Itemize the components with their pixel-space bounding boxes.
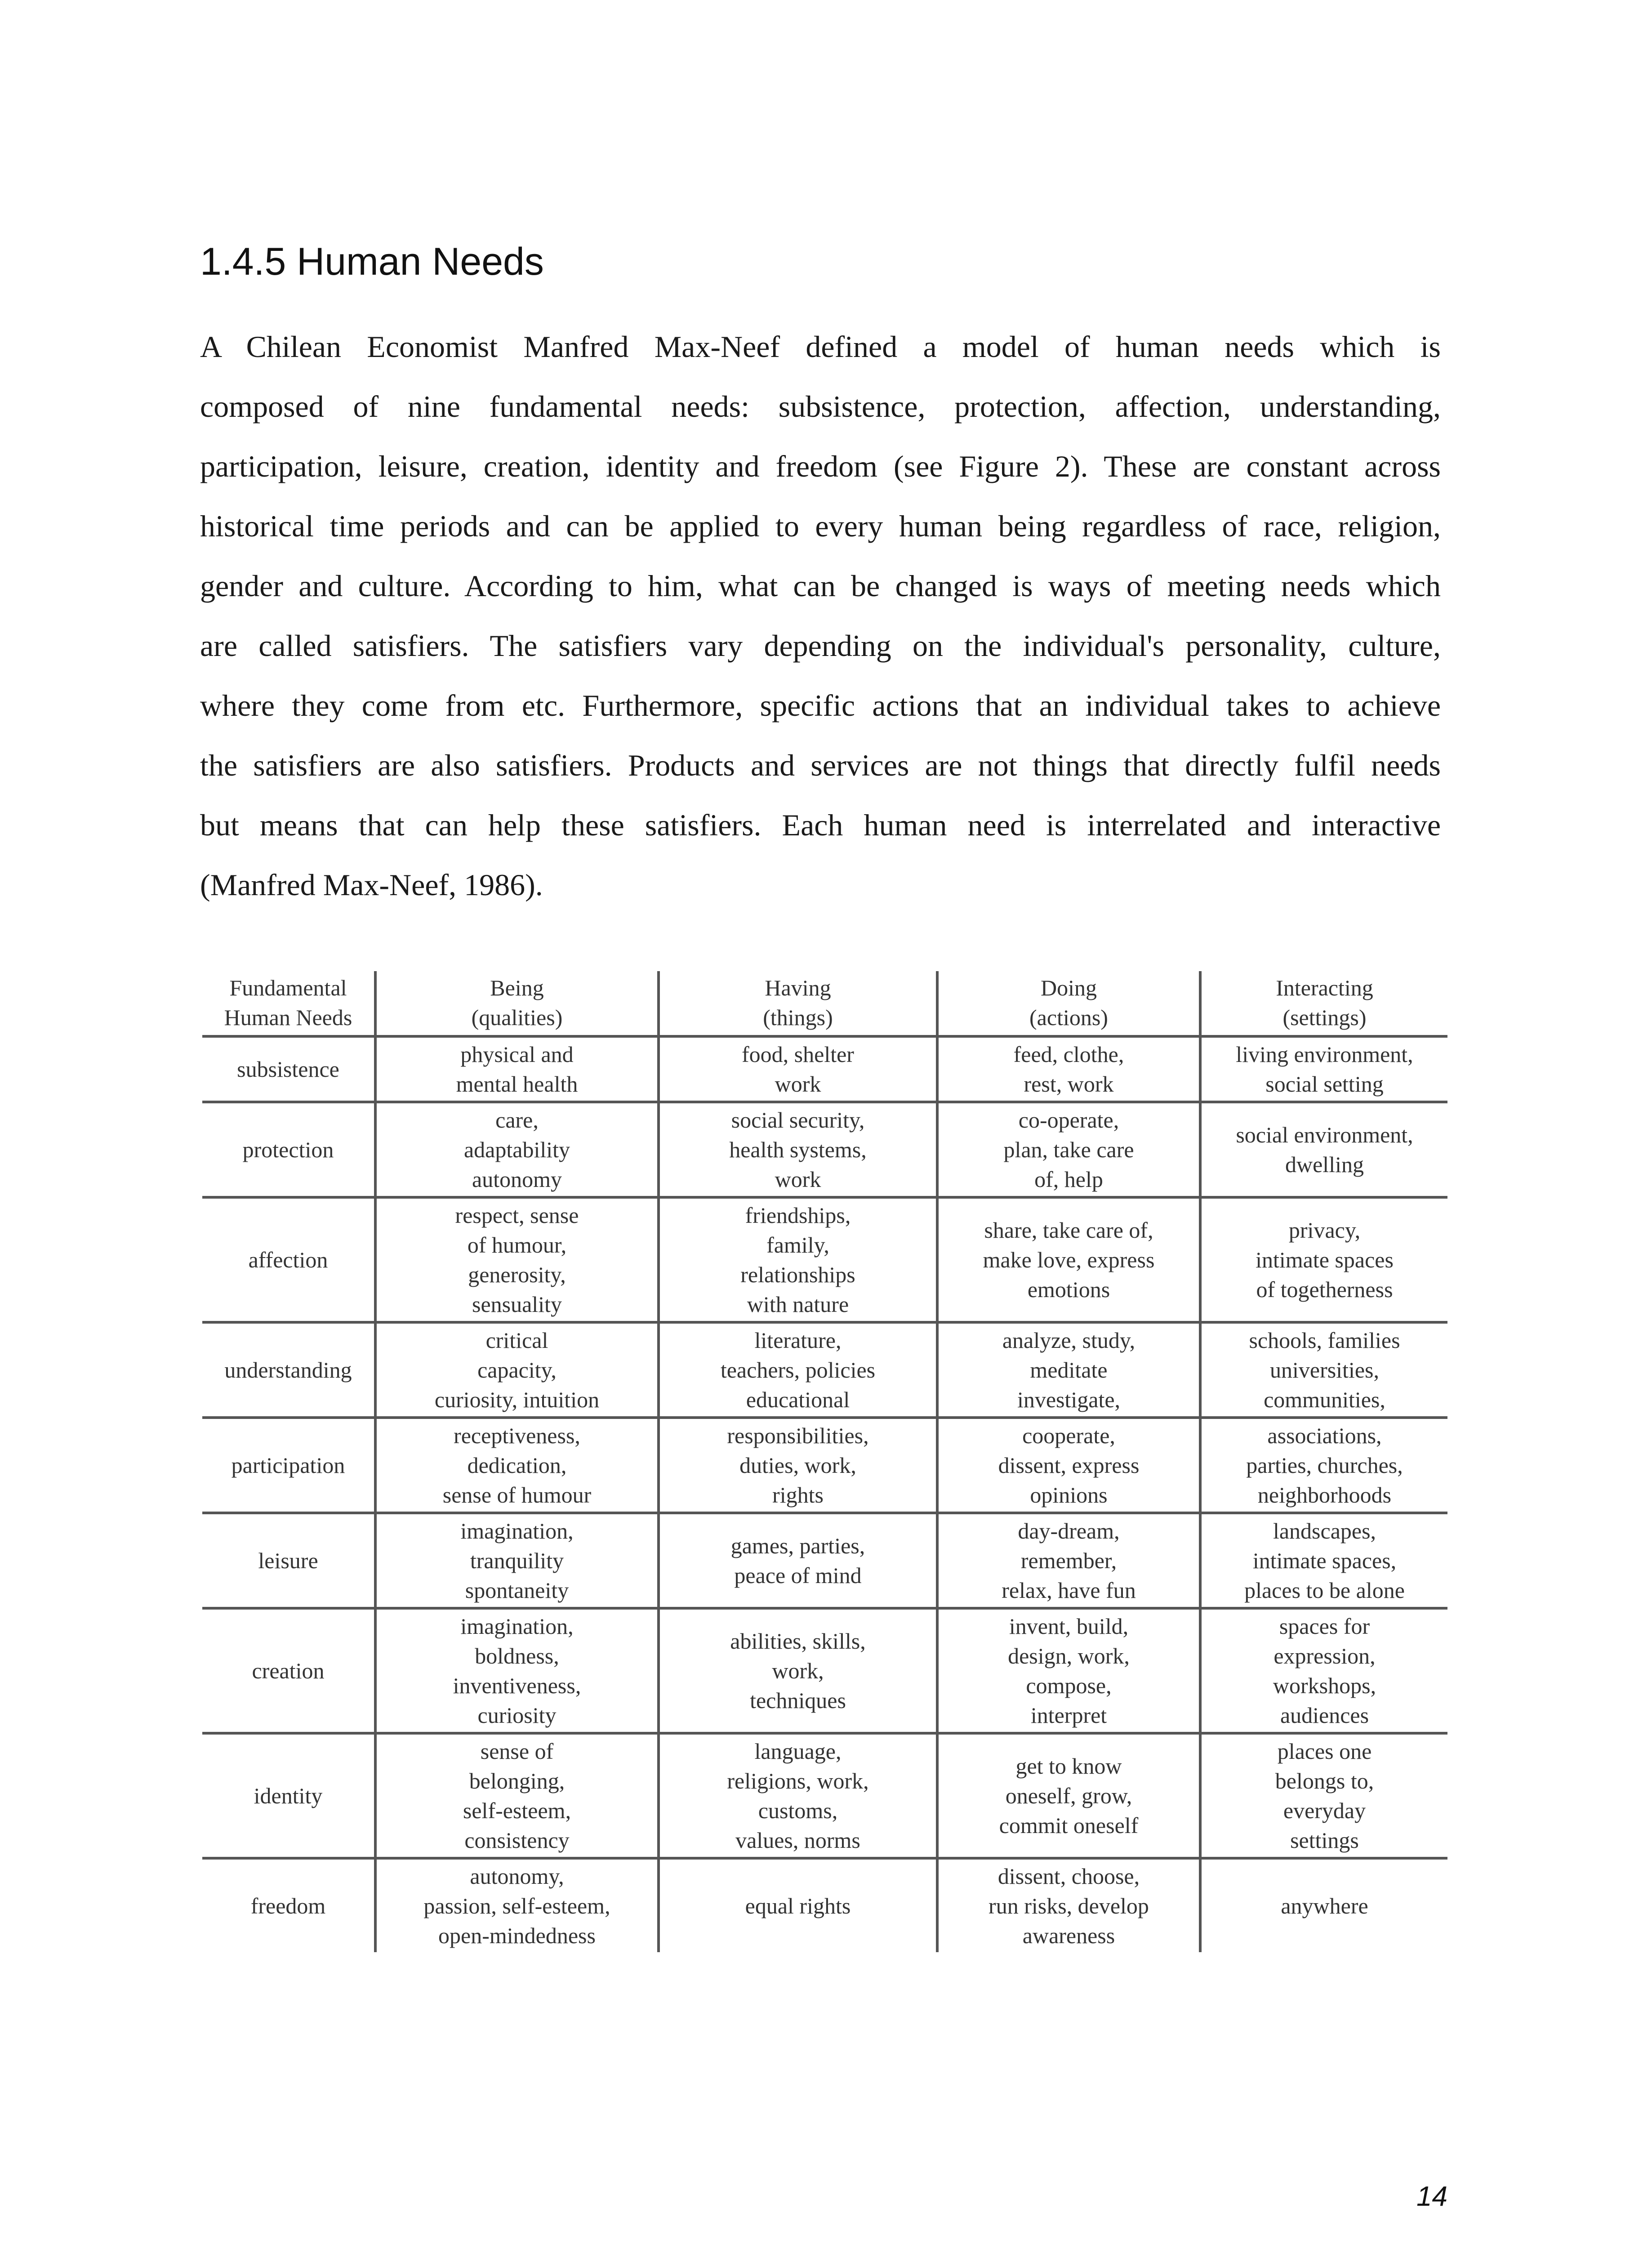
cell-text: expression, bbox=[1274, 1643, 1376, 1668]
column-header-being bbox=[375, 971, 659, 1036]
cell-text: teachers, policies bbox=[720, 1357, 876, 1383]
cell-text: rest, work bbox=[1024, 1071, 1114, 1097]
cell-text: social security, bbox=[731, 1107, 865, 1133]
paragraph-line: the satisfiers are also satisfiers. Products and services are not things that directly fulfil needs bbox=[200, 748, 1441, 782]
cell-text: belonging, bbox=[469, 1768, 565, 1793]
cell-text: run risks, develop bbox=[989, 1893, 1149, 1918]
satisfier-cell-doing bbox=[937, 1608, 1200, 1733]
satisfier-cell-having bbox=[659, 1197, 937, 1322]
cell-text: language, bbox=[754, 1739, 842, 1764]
header-text: Doing bbox=[1041, 975, 1097, 1000]
cell-text: adaptability bbox=[463, 1137, 570, 1162]
satisfier-cell-interacting bbox=[1200, 1733, 1447, 1858]
cell-text: customs, bbox=[758, 1798, 838, 1823]
satisfier-cell-interacting bbox=[1200, 1036, 1447, 1102]
cell-text: health systems, bbox=[729, 1137, 867, 1162]
need-name-cell bbox=[202, 1197, 375, 1322]
body-paragraph bbox=[200, 317, 1441, 915]
satisfier-cell-interacting bbox=[1200, 1102, 1447, 1197]
cell-text: religions, work, bbox=[727, 1768, 869, 1793]
need-name-cell bbox=[202, 1513, 375, 1608]
cell-text: cooperate, bbox=[1022, 1423, 1115, 1448]
cell-text: educational bbox=[746, 1387, 850, 1412]
header-text: Interacting bbox=[1276, 975, 1373, 1000]
header-text: (settings) bbox=[1282, 1005, 1367, 1030]
cell-text: abilities, skills, bbox=[730, 1628, 866, 1654]
satisfier-cell-being bbox=[375, 1322, 659, 1418]
satisfier-cell-interacting bbox=[1200, 1858, 1447, 1952]
cell-text: family, bbox=[766, 1232, 829, 1258]
cell-text: tranquility bbox=[470, 1548, 564, 1573]
cell-text: places one bbox=[1277, 1739, 1372, 1764]
cell-text: sense of bbox=[480, 1739, 554, 1764]
cell-text: responsibilities, bbox=[727, 1423, 869, 1448]
column-header-need bbox=[202, 971, 375, 1036]
cell-text: peace of mind bbox=[734, 1563, 862, 1588]
cell-text: mental health bbox=[456, 1071, 578, 1097]
cell-text: spontaneity bbox=[465, 1578, 569, 1603]
cell-text: dissent, choose, bbox=[997, 1864, 1140, 1889]
cell-text: design, work, bbox=[1008, 1643, 1130, 1668]
cell-text: workshops, bbox=[1273, 1673, 1376, 1698]
cell-text: dwelling bbox=[1285, 1152, 1364, 1177]
satisfier-cell-doing bbox=[937, 1418, 1200, 1513]
cell-text: of, help bbox=[1034, 1167, 1103, 1192]
cell-text: invent, build, bbox=[1009, 1614, 1129, 1639]
header-text: (things) bbox=[763, 1005, 833, 1030]
table-row bbox=[202, 1197, 1447, 1322]
cell-text: make love, express bbox=[983, 1247, 1155, 1272]
cell-text: social setting bbox=[1265, 1071, 1384, 1097]
satisfier-cell-doing bbox=[937, 1036, 1200, 1102]
need-name-cell bbox=[202, 1858, 375, 1952]
satisfier-cell-being bbox=[375, 1197, 659, 1322]
table-row bbox=[202, 1102, 1447, 1197]
paragraph-line: but means that can help these satisfiers. Each human need is interrelated and interactive bbox=[200, 808, 1441, 842]
cell-text: self-esteem, bbox=[463, 1798, 571, 1823]
cell-text: curiosity, intuition bbox=[434, 1387, 600, 1412]
paragraph-line: are called satisfiers. The satisfiers vary depending on the individual's personality, culture, bbox=[200, 629, 1441, 663]
satisfier-cell-doing bbox=[937, 1197, 1200, 1322]
satisfier-cell-being bbox=[375, 1036, 659, 1102]
cell-text: autonomy bbox=[472, 1167, 562, 1192]
cell-text: associations, bbox=[1267, 1423, 1382, 1448]
paragraph-line: A Chilean Economist Manfred Max-Neef defined a model of human needs which is bbox=[200, 330, 1441, 364]
need-name-cell bbox=[202, 1608, 375, 1733]
cell-text: privacy, bbox=[1288, 1218, 1361, 1243]
table-row bbox=[202, 1418, 1447, 1513]
cell-text: capacity, bbox=[477, 1357, 557, 1383]
cell-text: relax, have fun bbox=[1002, 1578, 1136, 1603]
cell-text: belongs to, bbox=[1275, 1768, 1374, 1793]
satisfier-cell-doing bbox=[937, 1733, 1200, 1858]
cell-text: work bbox=[775, 1071, 821, 1097]
cell-text: boldness, bbox=[475, 1643, 559, 1668]
cell-text: open-mindedness bbox=[438, 1923, 596, 1948]
cell-text: inventiveness, bbox=[453, 1673, 581, 1698]
satisfier-cell-interacting bbox=[1200, 1418, 1447, 1513]
cell-text: universities, bbox=[1269, 1357, 1380, 1383]
paragraph-line: historical time periods and can be applied to every human being regardless of race, religion, bbox=[200, 509, 1441, 543]
cell-text: living environment, bbox=[1236, 1042, 1413, 1067]
need-name-cell bbox=[202, 1418, 375, 1513]
paragraph-line: (Manfred Max-Neef, 1986). bbox=[200, 868, 543, 902]
cell-text: literature, bbox=[754, 1328, 842, 1353]
cell-text: commit oneself bbox=[999, 1813, 1139, 1838]
need-name-cell bbox=[202, 1322, 375, 1418]
cell-text: freedom bbox=[250, 1893, 326, 1918]
cell-text: participation bbox=[231, 1453, 345, 1478]
cell-text: understanding bbox=[224, 1357, 352, 1383]
satisfier-cell-having bbox=[659, 1513, 937, 1608]
satisfier-cell-interacting bbox=[1200, 1197, 1447, 1322]
table-row bbox=[202, 1608, 1447, 1733]
cell-text: imagination, bbox=[460, 1518, 574, 1543]
cell-text: creation bbox=[252, 1658, 325, 1683]
cell-text: of humour, bbox=[467, 1232, 567, 1258]
cell-text: of togetherness bbox=[1256, 1277, 1393, 1302]
cell-text: compose, bbox=[1026, 1673, 1112, 1698]
cell-text: identity bbox=[254, 1783, 323, 1808]
cell-text: emotions bbox=[1027, 1277, 1110, 1302]
cell-text: schools, families bbox=[1249, 1328, 1400, 1353]
cell-text: affection bbox=[248, 1247, 328, 1272]
cell-text: intimate spaces bbox=[1256, 1247, 1394, 1272]
cell-text: games, parties, bbox=[730, 1533, 865, 1558]
cell-text: investigate, bbox=[1017, 1387, 1121, 1412]
satisfier-cell-having bbox=[659, 1102, 937, 1197]
cell-text: communities, bbox=[1264, 1387, 1385, 1412]
cell-text: dissent, express bbox=[998, 1453, 1140, 1478]
header-text: Fundamental bbox=[229, 975, 347, 1000]
need-name-cell bbox=[202, 1036, 375, 1102]
cell-text: critical bbox=[485, 1328, 548, 1353]
satisfier-cell-having bbox=[659, 1322, 937, 1418]
cell-text: passion, self-esteem, bbox=[423, 1893, 610, 1918]
cell-text: dedication, bbox=[467, 1453, 567, 1478]
cell-text: interpret bbox=[1030, 1703, 1107, 1728]
cell-text: places to be alone bbox=[1244, 1578, 1405, 1603]
satisfier-cell-interacting bbox=[1200, 1608, 1447, 1733]
cell-text: day-dream, bbox=[1018, 1518, 1120, 1543]
satisfier-cell-being bbox=[375, 1858, 659, 1952]
header-text: Human Needs bbox=[224, 1005, 352, 1030]
cell-text: opinions bbox=[1030, 1482, 1108, 1508]
table-header-row bbox=[202, 971, 1447, 1036]
cell-text: food, shelter bbox=[742, 1042, 854, 1067]
column-header-having bbox=[659, 971, 937, 1036]
cell-text: neighborhoods bbox=[1257, 1482, 1392, 1508]
satisfier-cell-being bbox=[375, 1418, 659, 1513]
cell-text: with nature bbox=[747, 1292, 849, 1317]
human-needs-figure bbox=[202, 971, 1447, 1952]
section-heading: 1.4.5 Human Needs bbox=[200, 240, 544, 283]
cell-text: rights bbox=[772, 1482, 824, 1508]
cell-text: consistency bbox=[464, 1828, 570, 1853]
cell-text: imagination, bbox=[460, 1614, 574, 1639]
header-text: Having bbox=[765, 975, 831, 1000]
cell-text: receptiveness, bbox=[454, 1423, 580, 1448]
table-row bbox=[202, 1322, 1447, 1418]
column-header-interacting bbox=[1200, 971, 1447, 1036]
cell-text: sensuality bbox=[472, 1292, 562, 1317]
cell-text: duties, work, bbox=[739, 1453, 856, 1478]
satisfier-cell-having bbox=[659, 1608, 937, 1733]
cell-text: physical and bbox=[460, 1042, 574, 1067]
satisfier-cell-being bbox=[375, 1513, 659, 1608]
cell-text: leisure bbox=[258, 1548, 318, 1573]
need-name-cell bbox=[202, 1102, 375, 1197]
cell-text: landscapes, bbox=[1273, 1518, 1376, 1543]
table-row bbox=[202, 1036, 1447, 1102]
cell-text: everyday bbox=[1283, 1798, 1366, 1823]
cell-text: work, bbox=[772, 1658, 824, 1683]
cell-text: get to know bbox=[1015, 1753, 1122, 1779]
cell-text: friendships, bbox=[745, 1203, 851, 1228]
cell-text: sense of humour bbox=[442, 1482, 592, 1508]
satisfier-cell-doing bbox=[937, 1102, 1200, 1197]
satisfier-cell-having bbox=[659, 1733, 937, 1858]
human-needs-matrix bbox=[202, 971, 1447, 1952]
paragraph-line: where they come from etc. Furthermore, specific actions that an individual takes to achieve bbox=[200, 688, 1441, 723]
table-row bbox=[202, 1733, 1447, 1858]
cell-text: work bbox=[775, 1167, 821, 1192]
paragraph-line: gender and culture. According to him, what can be changed is ways of meeting needs which bbox=[200, 569, 1441, 603]
satisfier-cell-having bbox=[659, 1418, 937, 1513]
cell-text: anywhere bbox=[1281, 1893, 1368, 1918]
table-row bbox=[202, 1858, 1447, 1952]
cell-text: respect, sense bbox=[455, 1203, 579, 1228]
header-text: (qualities) bbox=[471, 1005, 563, 1030]
cell-text: social environment, bbox=[1236, 1122, 1413, 1147]
cell-text: analyze, study, bbox=[1002, 1328, 1135, 1353]
cell-text: techniques bbox=[750, 1688, 846, 1713]
cell-text: audiences bbox=[1280, 1703, 1369, 1728]
page-number: 14 bbox=[1416, 2181, 1447, 2212]
satisfier-cell-being bbox=[375, 1733, 659, 1858]
header-text: (actions) bbox=[1029, 1005, 1108, 1030]
cell-text: awareness bbox=[1022, 1923, 1115, 1948]
cell-text: intimate spaces, bbox=[1252, 1548, 1397, 1573]
cell-text: oneself, grow, bbox=[1005, 1783, 1132, 1808]
cell-text: feed, clothe, bbox=[1013, 1042, 1124, 1067]
satisfier-cell-doing bbox=[937, 1322, 1200, 1418]
cell-text: values, norms bbox=[735, 1828, 860, 1853]
cell-text: generosity, bbox=[468, 1262, 566, 1287]
cell-text: settings bbox=[1290, 1828, 1359, 1853]
paragraph-line: composed of nine fundamental needs: subsistence, protection, affection, understanding, bbox=[200, 389, 1441, 424]
cell-text: share, take care of, bbox=[984, 1218, 1153, 1243]
column-header-doing bbox=[937, 971, 1200, 1036]
cell-text: care, bbox=[495, 1107, 539, 1133]
cell-text: subsistence bbox=[237, 1057, 339, 1082]
cell-text: protection bbox=[242, 1137, 334, 1162]
need-name-cell bbox=[202, 1733, 375, 1858]
cell-text: remember, bbox=[1020, 1548, 1117, 1573]
cell-text: parties, churches, bbox=[1246, 1453, 1403, 1478]
satisfier-cell-having bbox=[659, 1036, 937, 1102]
paragraph-line: participation, leisure, creation, identity and freedom (see Figure 2). These are constant across bbox=[200, 449, 1441, 483]
satisfier-cell-having bbox=[659, 1858, 937, 1952]
header-text: Being bbox=[490, 975, 544, 1000]
cell-text: curiosity bbox=[477, 1703, 557, 1728]
cell-text: spaces for bbox=[1279, 1614, 1370, 1639]
cell-text: relationships bbox=[740, 1262, 855, 1287]
cell-text: co-operate, bbox=[1018, 1107, 1119, 1133]
cell-text: autonomy, bbox=[470, 1864, 564, 1889]
cell-text: plan, take care bbox=[1003, 1137, 1134, 1162]
cell-text: meditate bbox=[1030, 1357, 1108, 1383]
satisfier-cell-being bbox=[375, 1102, 659, 1197]
satisfier-cell-doing bbox=[937, 1858, 1200, 1952]
satisfier-cell-interacting bbox=[1200, 1513, 1447, 1608]
satisfier-cell-doing bbox=[937, 1513, 1200, 1608]
table-row bbox=[202, 1513, 1447, 1608]
satisfier-cell-interacting bbox=[1200, 1322, 1447, 1418]
satisfier-cell-being bbox=[375, 1608, 659, 1733]
cell-text: equal rights bbox=[745, 1893, 851, 1918]
